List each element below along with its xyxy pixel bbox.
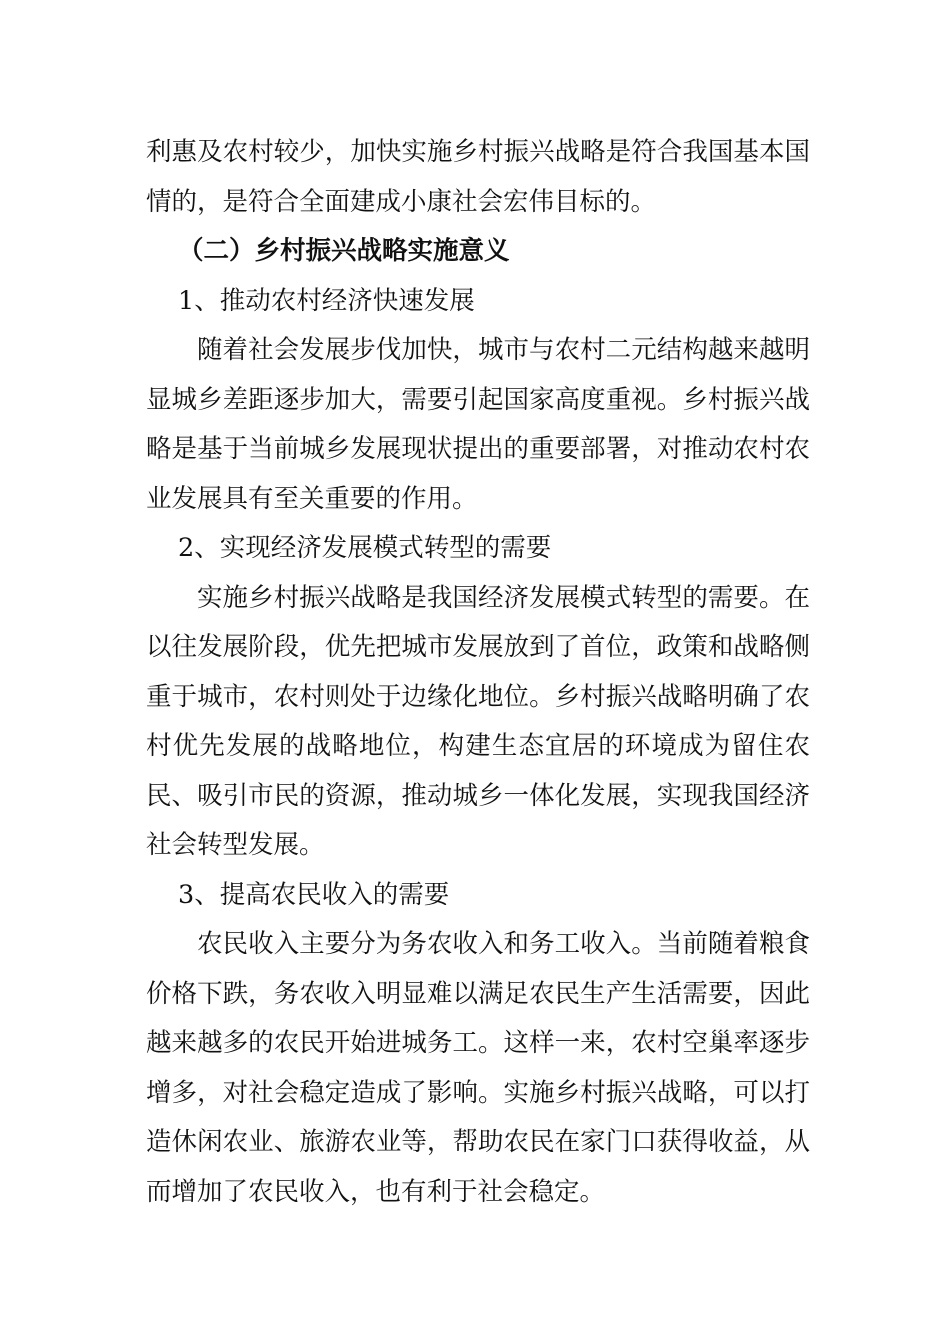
document-body: [146, 128, 810, 1217]
item-heading-2: 2、实现经济发展模式转型的需要: [178, 533, 552, 563]
item-paragraph-3: 农民收入主要分为务农收入和务工收入。当前随着粮食价格下跌，务农收入明显难以满足农民生产生活需要，因此越来越多的农民开始进城务工。这样一来，农村空巢率逐步增多，对社会稳定造成了影响。实施乡村振兴战略，可以打造休闲农业、旅游农业等，帮助农民在家门口获得收益，从而增加了农民收入，也有利于社会稳定。: [146, 929, 810, 1207]
item-paragraph-2: 实施乡村振兴战略是我国经济发展模式转型的需要。在以往发展阶段，优先把城市发展放到了首位，政策和战略侧重于城市，农村则处于边缘化地位。乡村振兴战略明确了农村优先发展的战略地位，构建生态宜居的环境成为留住农民、吸引市民的资源，推动城乡一体化发展，实现我国经济社会转型发展。: [146, 582, 810, 860]
item-paragraph-1: 随着社会发展步伐加快，城市与农村二元结构越来越明显城乡差距逐步加大，需要引起国家高度重视。乡村振兴战略是基于当前城乡发展现状提出的重要部署，对推动农村农业发展具有至关重要的作用。: [146, 335, 810, 514]
item-heading-3: 3、提高农民收入的需要: [178, 879, 450, 910]
item-heading-1: 1、推动农村经济快速发展: [178, 285, 475, 316]
continued-paragraph: 利惠及农村较少，加快实施乡村振兴战略是符合我国基本国情的，是符合全面建成小康社会宏伟目标的。: [146, 137, 810, 217]
section-heading: （二）乡村振兴战略实施意义: [178, 236, 510, 266]
